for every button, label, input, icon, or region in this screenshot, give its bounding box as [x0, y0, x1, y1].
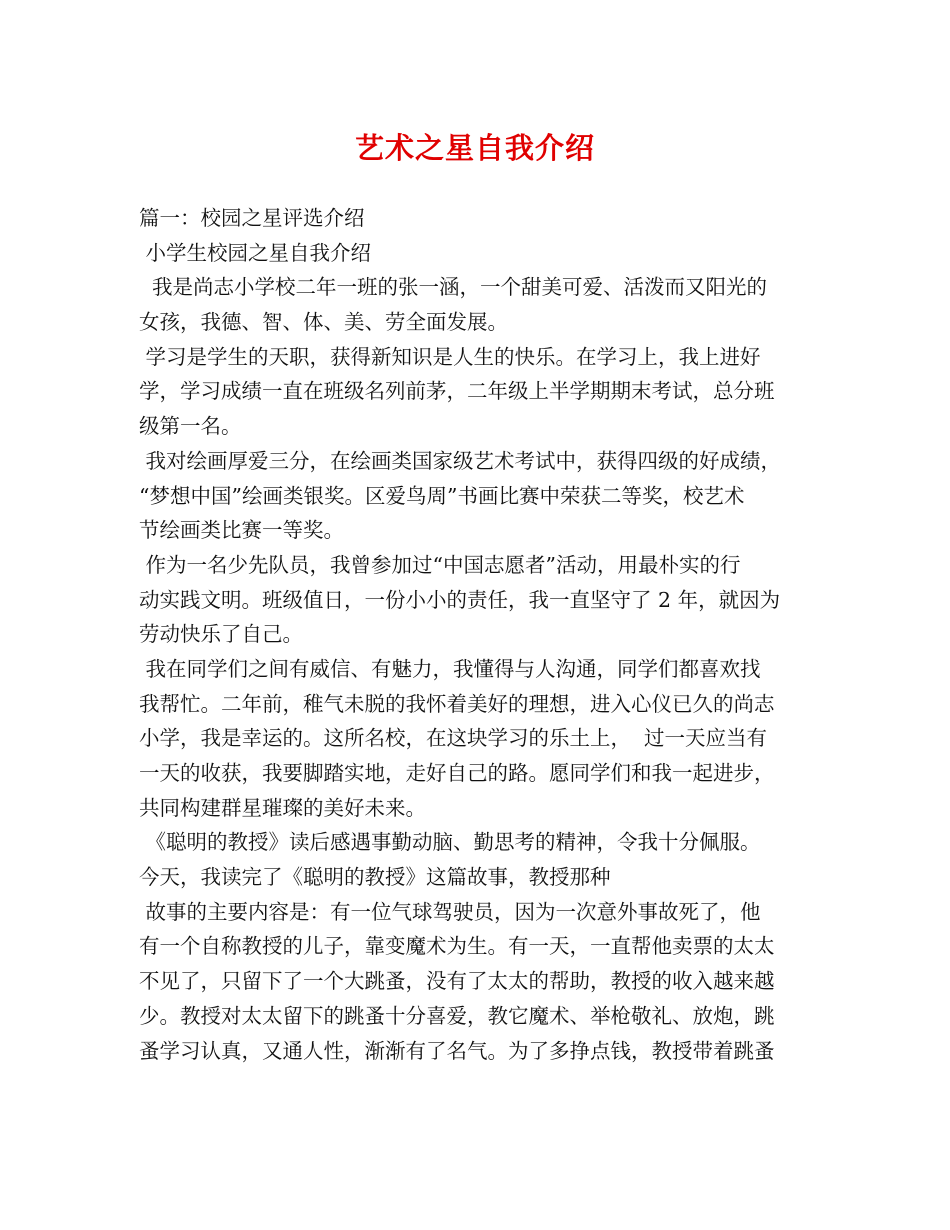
body-line: 我帮忙。二年前，稚气未脱的我怀着美好的理想，进入心仪已久的尚志 [139, 691, 775, 716]
body-line: 我对绘画厚爱三分，在绘画类国家级艺术考试中，获得四级的好成绩， [139, 448, 782, 473]
body-line: 我是尚志小学校二年一班的张一涵，一个甜美可爱、活泼而又阳光的 [139, 275, 768, 300]
body-line: 作为一名少先队员，我曾参加过“中国志愿者”活动，用最朴实的行 [139, 552, 741, 577]
body-line: 故事的主要内容是：有一位气球驾驶员，因为一次意外事故死了，他 [139, 899, 761, 924]
body-line: 我在同学们之间有威信、有魅力，我懂得与人沟通，同学们都喜欢找 [139, 656, 761, 681]
body-line: 学习是学生的天职，获得新知识是人生的快乐。在学习上，我上进好 [139, 344, 761, 369]
body-line: 有一个自称教授的儿子，靠变魔术为生。有一天，一直帮他卖票的太太 [139, 934, 775, 959]
body-line: 动实践文明。班级值日，一份小小的责任，我一直坚守了 2 年，就因为 [139, 587, 781, 612]
document-title: 艺术之星自我介绍 [354, 131, 595, 165]
body-line: 少。教授对太太留下的跳蚤十分喜爱，教它魔术、举枪敬礼、放炮，跳 [139, 1003, 775, 1028]
body-line: 蚤学习认真，又通人性，渐渐有了名气。为了多挣点钱，教授带着跳蚤 [139, 1038, 775, 1063]
body-line: 不见了，只留下了一个大跳蚤，没有了太太的帮助，教授的收入越来越 [139, 969, 775, 994]
body-line: 共同构建群星璀璨的美好未来。 [139, 795, 426, 820]
body-line: 女孩，我德、智、体、美、劳全面发展。 [139, 310, 508, 335]
body-line: “梦想中国”绘画类银奖。区爱鸟周”书画比赛中荣获二等奖，校艺术 [139, 483, 745, 508]
document-body [139, 201, 829, 1068]
body-line: 篇一：校园之星评选介绍 [139, 206, 365, 230]
body-line: 学，学习成绩一直在班级名列前茅，二年级上半学期期末考试，总分班 [139, 379, 775, 404]
body-line: 一天的收获，我要脚踏实地，走好自己的路。愿同学们和我一起进步， [139, 761, 775, 785]
body-line: 《聪明的教授》读后感遇事勤动脑、勤思考的精神，令我十分佩服。 [139, 830, 761, 855]
body-line: 劳动快乐了自己。 [139, 622, 303, 647]
body-line: 小学，我是幸运的。这所名校，在这块学习的乐土上， 过一天应当有 [139, 726, 768, 751]
body-line: 小学生校园之星自我介绍 [139, 240, 372, 265]
body-line: 节绘画类比赛一等奖。 [139, 518, 344, 543]
body-line: 级第一名。 [139, 414, 242, 439]
body-line: 今天，我读完了《聪明的教授》这篇故事，教授那种 [139, 865, 611, 890]
